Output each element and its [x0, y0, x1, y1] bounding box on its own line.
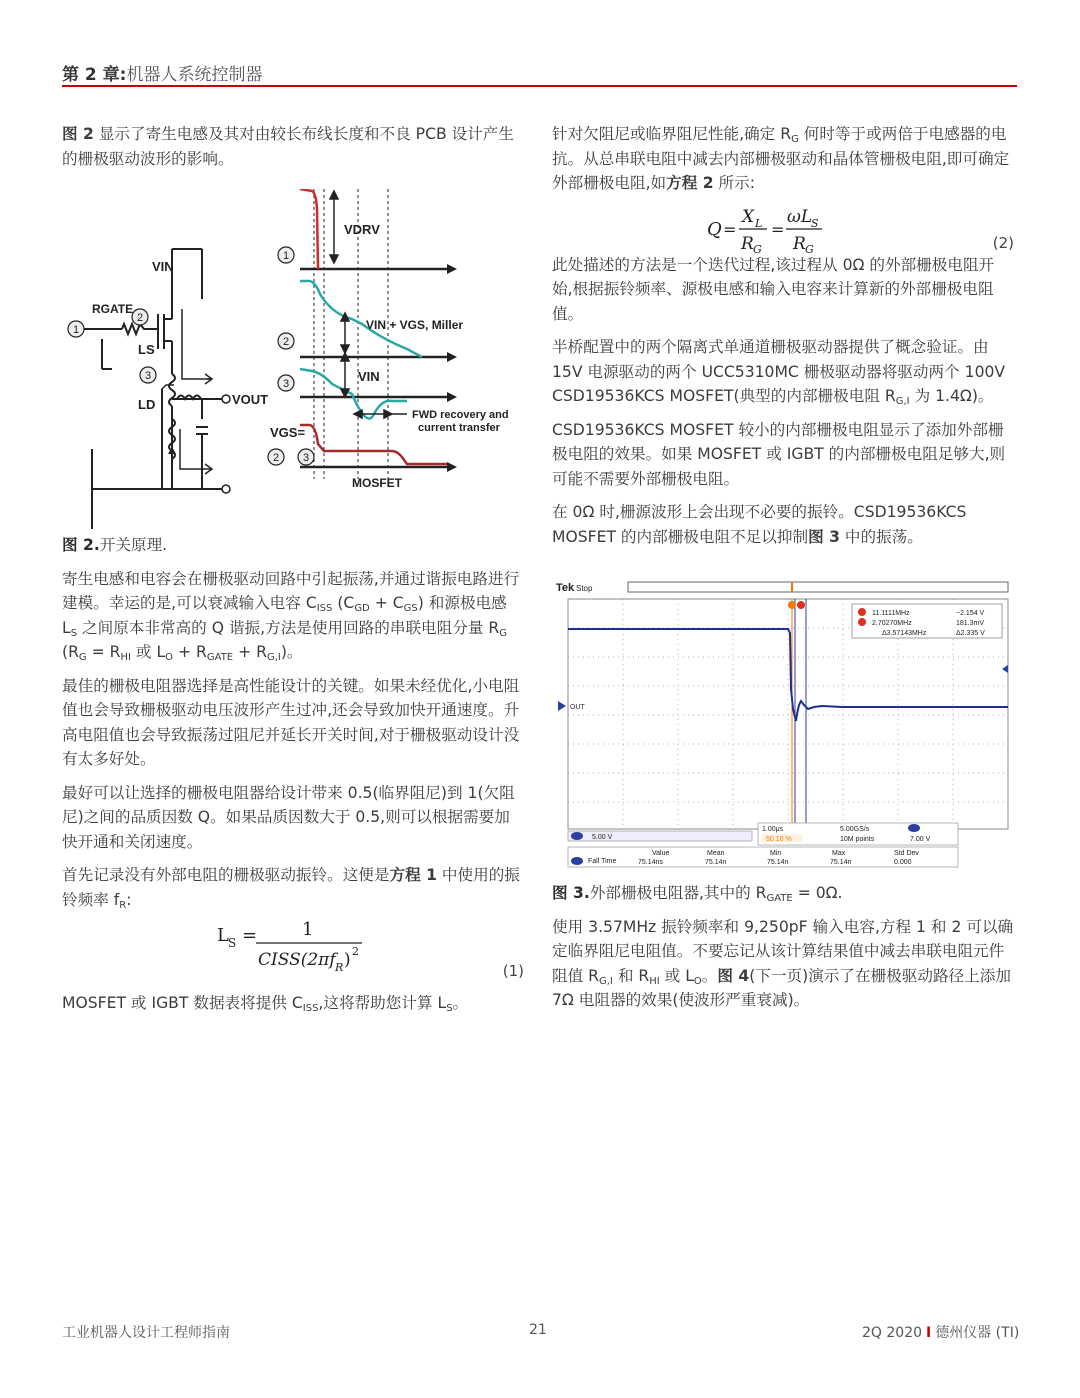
marker-3: 3 [144, 370, 152, 382]
paragraph [62, 122, 524, 171]
label-vout: VOUT [232, 392, 269, 407]
svg-text:CISS(2πf: CISS(2πf [258, 950, 336, 970]
chapter-number: 第 2 章: [62, 65, 127, 85]
wave-marker-1: 1 [282, 250, 290, 262]
svg-text:): ) [344, 950, 351, 970]
footer-company: 德州仪器 (TI) [935, 1325, 1020, 1341]
cursor-delta-freq: Δ3.57143MHz [882, 630, 927, 637]
svg-text:=: = [723, 219, 737, 239]
svg-text:ωL: ωL [787, 206, 813, 227]
paragraph: 使用 3.57MHz 振铃频率和 9,250pF 输入电容,方程 1 和 2 可以确定临界阻尼电阻值。不要忘记从该计算结果值中减去串联电阻元件阻值 $R_{G,I}$ 和 $R_{HI}$ 或 $L_O$。图 4(下一页)演示了在栅极驱动路径上添加 7Ω 电阻器的效果(使波形严重衰减)。 [552, 917, 1014, 1009]
chapter-title: 机器人系统控制器 [126, 65, 263, 85]
svg-text:S: S [228, 936, 237, 950]
svg-text:G: G [805, 242, 814, 253]
figure-2-caption [62, 533, 524, 558]
equation-1 [62, 921, 524, 991]
meas-min: 75.14n [767, 859, 789, 866]
meas-value: 75.14ns [638, 859, 663, 866]
figure-3-caption: 图 3.外部栅极电阻器,其中的 $R_{GATE} = 0\Omega$. [552, 884, 843, 904]
equation-ref: 方程 2 [666, 174, 714, 192]
oscilloscope-screen [552, 569, 1014, 869]
paragraph: 针对欠阻尼或临界阻尼性能,确定 $R_G$ 何时等于或两倍于电感器的电抗。从总串联电阻中减去内部栅极驱动和晶体管栅极电阻,即可确定外部栅极电阻,如方程 2 所示: [552, 125, 1010, 192]
cursor-b-volt: 181.3mV [956, 620, 985, 627]
paragraph: 首先记录没有外部电阻的栅极驱动振铃。这便是方程 1 中使用的振铃频率 $f_R$: [62, 866, 520, 911]
svg-text:R: R [793, 233, 806, 253]
equation-2-formula [552, 205, 852, 253]
label-vin-vgs-miller: VIN + VGS, Miller [366, 318, 464, 332]
label-rgate: RGATE [92, 302, 134, 316]
paragraph: 寄生电感和电容会在栅极驱动回路中引起振荡,并通过谐振电路进行建模。幸运的是,可以衰减输入电容 $C_{ISS}$ $(C_{GD} + C_{GS})$ 和源极电感 $L_S$ 之间原本非常高的 Q 谐振,方法是使用回路的串联电阻分量 $R_G$ ($R_G = R_{HI}$ 或 $L_O + R_{GATE} + R_{G,I}$)。 [62, 569, 520, 663]
meas-header-max: Max [832, 850, 846, 857]
equation-2 [552, 205, 1014, 253]
text: 中的振荡。 [839, 527, 923, 546]
text: 所示: [713, 174, 755, 192]
label-ld: LD [138, 397, 156, 412]
text: 为 1.4Ω)。 [914, 387, 994, 405]
paragraph: CSD19536KCS MOSFET 较小的内部栅极电阻显示了添加外部栅极电阻的效果。如果 MOSFET 或 IGBT 的内部栅极电阻足够大,则可能不需要外部栅极电阻。 [552, 420, 1006, 488]
sample-rate: 5.00GS/s [840, 826, 870, 833]
timebase: 1.00μs [762, 826, 784, 833]
record-length: 10M points [840, 836, 875, 843]
wave-marker-2: 2 [282, 336, 290, 348]
paragraph: 最好可以让选择的栅极电阻器给设计带来 0.5(临界阻尼)到 1(欠阻尼)之间的品质因数 Q。如果品质因数大于 0.5,则可以根据需要加快开通和关闭速度。 [62, 783, 515, 851]
cursor-a-volt: −2.154 V [956, 610, 985, 617]
meas-header-min: Min [770, 850, 782, 857]
paragraph: 半桥配置中的两个隔离式单通道栅极驱动器提供了概念验证。由 15V 电源驱动的两个 UCC5310MC 栅极驱动器将驱动两个 100V CSD19536KCS MOSFET(典型的内部栅极电阻 $R_{G,I}$ 为 1.4Ω)。 [552, 338, 1006, 407]
svg-text:Q: Q [707, 218, 722, 240]
meas-max: 75.14n [830, 859, 852, 866]
scope-status: Stop [576, 584, 593, 593]
caption-text: 外部栅极电阻器,其中的 R [589, 884, 767, 902]
right-column [552, 122, 1014, 1022]
svg-text:2: 2 [352, 945, 359, 958]
cursor-a-freq: 11.1111MHz [872, 610, 910, 617]
svg-text:G: G [753, 242, 762, 253]
paragraph: 最佳的栅极电阻器选择是高性能设计的关键。如果未经优化,小电阻值也会导致栅极驱动电压波形产生过冲,还会导致加快开通速度。升高电阻值也会导致振荡过阻尼并延长开关时间,对于栅极驱动设计没有太多好处。 [62, 676, 520, 768]
paragraph [552, 500, 1014, 549]
text: 针对欠阻尼或临界阻尼性能,确定 R [552, 125, 792, 143]
equation-1-number: (1) [502, 962, 524, 980]
figure-3-oscilloscope [552, 569, 1014, 869]
text: MOSFET 或 IGBT 数据表将提供 C [62, 994, 303, 1012]
header-rule [62, 85, 1017, 87]
text: 半桥配置中的两个隔离式单通道栅极驱动器提供了概念验证。由 15V 电源驱动的两个 UCC5310MC 栅极驱动器将驱动两个 100V CSD19536KCS MOSFET(典型的内部栅极电阻 R [552, 338, 1006, 405]
footer-separator: I [926, 1325, 932, 1341]
cursor-b-freq: 2.70270MHz [872, 620, 912, 627]
label-mosfet: MOSFET [352, 476, 402, 490]
meas-header-value: Value [652, 850, 670, 857]
text: (下一页)演示了在栅极驱动路径上添加 7Ω 电阻器的效果(使波形严重衰减)。 [552, 966, 1011, 1009]
trigger-level: 7.00 V [910, 836, 931, 843]
svg-text:S: S [811, 216, 819, 230]
text: 中使用的振铃频率 f [62, 866, 520, 909]
label-vin-circuit: VIN [152, 259, 174, 274]
measurement-name: Fall Time [588, 858, 617, 865]
text: 寄生电感和电容会在栅极驱动回路中引起振荡,并通过谐振电路进行建模。幸运的是,可以衰减输入电容 C [62, 569, 520, 612]
footer-date: 2Q 2020 [862, 1325, 923, 1341]
label-vin-wave: VIN [358, 369, 380, 384]
svg-text:L: L [755, 216, 763, 230]
scope-brand: Tek [556, 582, 575, 594]
label-vdrv: VDRV [344, 222, 380, 237]
figure-2-switching-principle [62, 189, 524, 529]
caption-text: = 0Ω. [792, 884, 843, 902]
meas-stddev: 0.000 [894, 859, 912, 866]
caption-text: 开关原理. [99, 536, 168, 554]
left-column [62, 122, 524, 1025]
figure-ref: 图 3 [808, 527, 840, 546]
meas-header-stddev: Std Dev [894, 850, 919, 857]
svg-text:L: L [217, 925, 229, 946]
text: 显示了寄生电感及其对由较长布线长度和不良 PCB 设计产生的栅极驱动波形的影响。 [62, 125, 514, 168]
footer-title: 工业机器人设计工程师指南 [62, 1325, 230, 1341]
text: 在 0Ω 时,栅源波形上会出现不必要的振铃。CSD19536KCS MOSFET 的内部栅极电阻不足以抑制 [552, 503, 967, 546]
scope-channel-label: OUT [570, 704, 585, 711]
marker-2: 2 [136, 312, 144, 324]
svg-text:=: = [242, 925, 258, 946]
svg-text:R: R [741, 233, 754, 253]
switching-diagram [62, 189, 524, 529]
wave-marker-3: 3 [282, 378, 290, 390]
svg-text:=: = [771, 219, 785, 239]
equation-1-formula [62, 921, 382, 991]
meas-header-mean: Mean [707, 850, 725, 857]
caption-label: 图 3. [552, 884, 590, 902]
figure-ref: 图 2 [62, 125, 94, 143]
running-header [62, 60, 262, 85]
page-number: 21 [529, 1322, 547, 1338]
paragraph: MOSFET 或 IGBT 数据表将提供 $C_{ISS}$,这将帮助您计算 $L_S$。 [62, 994, 469, 1014]
text: 何时等于或两倍于电感器的电抗。从总串联电阻中减去内部栅极驱动和晶体管栅极电阻,即可确定外部栅极电阻,如 [552, 125, 1010, 192]
svg-text:X: X [742, 206, 755, 227]
text: 首先记录没有外部电阻的栅极驱动振铃。这便是 [62, 866, 390, 884]
svg-text:R: R [335, 961, 344, 974]
label-vgs: VGS= [270, 425, 306, 440]
label-ls: LS [138, 342, 155, 357]
svg-text:1: 1 [302, 921, 314, 940]
figure-ref: 图 4 [717, 966, 750, 985]
equation-ref: 方程 1 [389, 866, 437, 884]
footer-publisher [862, 1322, 1019, 1342]
vgs-marker-3: 3 [302, 452, 310, 464]
marker-1: 1 [72, 324, 80, 336]
equation-2-number: (2) [992, 233, 1014, 252]
meas-mean: 75.14n [705, 859, 727, 866]
caption-label: 图 2. [62, 536, 100, 554]
text: 使用 3.57MHz 振铃频率和 9,250pF 输入电容,方程 1 和 2 可以确定临界阻尼电阻值。不要忘记从该计算结果值中减去串联电阻元件阻值 R [552, 917, 1014, 985]
cursor-delta-volt: Δ2.335 V [956, 630, 985, 637]
paragraph: 此处描述的方法是一个迭代过程,该过程从 0Ω 的外部栅极电阻开始,根据振铃频率、源极电感和输入电容来计算新的外部栅极电阻值。 [552, 255, 995, 323]
label-fwd: FWD recovery and current transfer [412, 409, 509, 434]
ch1-scale: 5.00 V [592, 834, 613, 841]
trigger-position: 50.10 % [766, 836, 792, 843]
vgs-marker-2: 2 [272, 452, 280, 464]
